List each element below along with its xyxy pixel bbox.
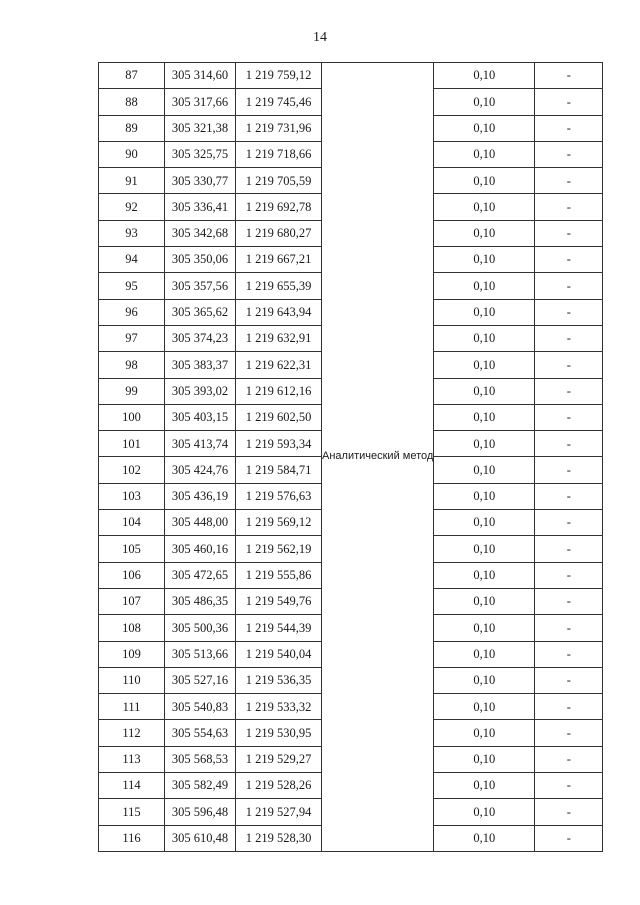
point-number-cell: 101 xyxy=(99,431,165,457)
accuracy-cell: 0,10 xyxy=(434,720,535,746)
note-cell: - xyxy=(535,404,603,430)
note-cell: - xyxy=(535,299,603,325)
y-coordinate-cell: 1 219 528,30 xyxy=(236,825,322,851)
note-cell: - xyxy=(535,825,603,851)
point-number-cell: 115 xyxy=(99,799,165,825)
x-coordinate-cell: 305 365,62 xyxy=(165,299,236,325)
x-coordinate-cell: 305 610,48 xyxy=(165,825,236,851)
point-number-cell: 92 xyxy=(99,194,165,220)
point-number-cell: 107 xyxy=(99,588,165,614)
accuracy-cell: 0,10 xyxy=(434,299,535,325)
accuracy-cell: 0,10 xyxy=(434,562,535,588)
note-cell: - xyxy=(535,89,603,115)
accuracy-cell: 0,10 xyxy=(434,431,535,457)
note-cell: - xyxy=(535,115,603,141)
y-coordinate-cell: 1 219 718,66 xyxy=(236,141,322,167)
x-coordinate-cell: 305 486,35 xyxy=(165,588,236,614)
accuracy-cell: 0,10 xyxy=(434,352,535,378)
point-number-cell: 95 xyxy=(99,273,165,299)
note-cell: - xyxy=(535,457,603,483)
point-number-cell: 108 xyxy=(99,615,165,641)
y-coordinate-cell: 1 219 731,96 xyxy=(236,115,322,141)
point-number-cell: 105 xyxy=(99,536,165,562)
x-coordinate-cell: 305 413,74 xyxy=(165,431,236,457)
accuracy-cell: 0,10 xyxy=(434,615,535,641)
y-coordinate-cell: 1 219 643,94 xyxy=(236,299,322,325)
y-coordinate-cell: 1 219 602,50 xyxy=(236,404,322,430)
x-coordinate-cell: 305 554,63 xyxy=(165,720,236,746)
accuracy-cell: 0,10 xyxy=(434,325,535,351)
y-coordinate-cell: 1 219 612,16 xyxy=(236,378,322,404)
y-coordinate-cell: 1 219 529,27 xyxy=(236,746,322,772)
point-number-cell: 91 xyxy=(99,168,165,194)
note-cell: - xyxy=(535,352,603,378)
y-coordinate-cell: 1 219 632,91 xyxy=(236,325,322,351)
note-cell: - xyxy=(535,220,603,246)
accuracy-cell: 0,10 xyxy=(434,220,535,246)
method-cell: Аналитический метод xyxy=(322,63,434,852)
x-coordinate-cell: 305 350,06 xyxy=(165,247,236,273)
x-coordinate-cell: 305 383,37 xyxy=(165,352,236,378)
y-coordinate-cell: 1 219 622,31 xyxy=(236,352,322,378)
coordinates-table-body xyxy=(99,63,603,852)
point-number-cell: 99 xyxy=(99,378,165,404)
y-coordinate-cell: 1 219 555,86 xyxy=(236,562,322,588)
x-coordinate-cell: 305 330,77 xyxy=(165,168,236,194)
point-number-cell: 106 xyxy=(99,562,165,588)
note-cell: - xyxy=(535,773,603,799)
x-coordinate-cell: 305 500,36 xyxy=(165,615,236,641)
y-coordinate-cell: 1 219 527,94 xyxy=(236,799,322,825)
y-coordinate-cell: 1 219 745,46 xyxy=(236,89,322,115)
accuracy-cell: 0,10 xyxy=(434,378,535,404)
accuracy-cell: 0,10 xyxy=(434,799,535,825)
point-number-cell: 97 xyxy=(99,325,165,351)
note-cell: - xyxy=(535,588,603,614)
accuracy-cell: 0,10 xyxy=(434,773,535,799)
note-cell: - xyxy=(535,746,603,772)
x-coordinate-cell: 305 424,76 xyxy=(165,457,236,483)
point-number-cell: 116 xyxy=(99,825,165,851)
x-coordinate-cell: 305 342,68 xyxy=(165,220,236,246)
accuracy-cell: 0,10 xyxy=(434,510,535,536)
accuracy-cell: 0,10 xyxy=(434,89,535,115)
accuracy-cell: 0,10 xyxy=(434,694,535,720)
accuracy-cell: 0,10 xyxy=(434,536,535,562)
accuracy-cell: 0,10 xyxy=(434,641,535,667)
note-cell: - xyxy=(535,667,603,693)
note-cell: - xyxy=(535,536,603,562)
note-cell: - xyxy=(535,194,603,220)
point-number-cell: 112 xyxy=(99,720,165,746)
accuracy-cell: 0,10 xyxy=(434,141,535,167)
note-cell: - xyxy=(535,325,603,351)
point-number-cell: 93 xyxy=(99,220,165,246)
point-number-cell: 88 xyxy=(99,89,165,115)
x-coordinate-cell: 305 582,49 xyxy=(165,773,236,799)
y-coordinate-cell: 1 219 584,71 xyxy=(236,457,322,483)
point-number-cell: 100 xyxy=(99,404,165,430)
y-coordinate-cell: 1 219 544,39 xyxy=(236,615,322,641)
y-coordinate-cell: 1 219 655,39 xyxy=(236,273,322,299)
y-coordinate-cell: 1 219 530,95 xyxy=(236,720,322,746)
note-cell: - xyxy=(535,141,603,167)
y-coordinate-cell: 1 219 759,12 xyxy=(236,63,322,89)
note-cell: - xyxy=(535,615,603,641)
note-cell: - xyxy=(535,641,603,667)
point-number-cell: 110 xyxy=(99,667,165,693)
y-coordinate-cell: 1 219 593,34 xyxy=(236,431,322,457)
accuracy-cell: 0,10 xyxy=(434,588,535,614)
accuracy-cell: 0,10 xyxy=(434,168,535,194)
x-coordinate-cell: 305 436,19 xyxy=(165,483,236,509)
y-coordinate-cell: 1 219 540,04 xyxy=(236,641,322,667)
accuracy-cell: 0,10 xyxy=(434,483,535,509)
accuracy-cell: 0,10 xyxy=(434,115,535,141)
x-coordinate-cell: 305 314,60 xyxy=(165,63,236,89)
note-cell: - xyxy=(535,720,603,746)
x-coordinate-cell: 305 513,66 xyxy=(165,641,236,667)
accuracy-cell: 0,10 xyxy=(434,457,535,483)
point-number-cell: 111 xyxy=(99,694,165,720)
y-coordinate-cell: 1 219 692,78 xyxy=(236,194,322,220)
x-coordinate-cell: 305 472,65 xyxy=(165,562,236,588)
x-coordinate-cell: 305 325,75 xyxy=(165,141,236,167)
x-coordinate-cell: 305 393,02 xyxy=(165,378,236,404)
y-coordinate-cell: 1 219 562,19 xyxy=(236,536,322,562)
x-coordinate-cell: 305 317,66 xyxy=(165,89,236,115)
note-cell: - xyxy=(535,562,603,588)
x-coordinate-cell: 305 321,38 xyxy=(165,115,236,141)
y-coordinate-cell: 1 219 667,21 xyxy=(236,247,322,273)
y-coordinate-cell: 1 219 680,27 xyxy=(236,220,322,246)
x-coordinate-cell: 305 540,83 xyxy=(165,694,236,720)
x-coordinate-cell: 305 374,23 xyxy=(165,325,236,351)
point-number-cell: 109 xyxy=(99,641,165,667)
table-row xyxy=(99,63,603,89)
point-number-cell: 96 xyxy=(99,299,165,325)
y-coordinate-cell: 1 219 576,63 xyxy=(236,483,322,509)
y-coordinate-cell: 1 219 533,32 xyxy=(236,694,322,720)
y-coordinate-cell: 1 219 536,35 xyxy=(236,667,322,693)
point-number-cell: 98 xyxy=(99,352,165,378)
note-cell: - xyxy=(535,273,603,299)
point-number-cell: 114 xyxy=(99,773,165,799)
note-cell: - xyxy=(535,799,603,825)
point-number-cell: 94 xyxy=(99,247,165,273)
accuracy-cell: 0,10 xyxy=(434,63,535,89)
point-number-cell: 104 xyxy=(99,510,165,536)
note-cell: - xyxy=(535,431,603,457)
x-coordinate-cell: 305 448,00 xyxy=(165,510,236,536)
note-cell: - xyxy=(535,168,603,194)
x-coordinate-cell: 305 596,48 xyxy=(165,799,236,825)
point-number-cell: 103 xyxy=(99,483,165,509)
y-coordinate-cell: 1 219 549,76 xyxy=(236,588,322,614)
x-coordinate-cell: 305 336,41 xyxy=(165,194,236,220)
point-number-cell: 87 xyxy=(99,63,165,89)
accuracy-cell: 0,10 xyxy=(434,825,535,851)
note-cell: - xyxy=(535,510,603,536)
accuracy-cell: 0,10 xyxy=(434,273,535,299)
point-number-cell: 90 xyxy=(99,141,165,167)
y-coordinate-cell: 1 219 528,26 xyxy=(236,773,322,799)
x-coordinate-cell: 305 403,15 xyxy=(165,404,236,430)
note-cell: - xyxy=(535,63,603,89)
page-number: 14 xyxy=(313,30,327,45)
y-coordinate-cell: 1 219 569,12 xyxy=(236,510,322,536)
y-coordinate-cell: 1 219 705,59 xyxy=(236,168,322,194)
accuracy-cell: 0,10 xyxy=(434,667,535,693)
coordinates-table xyxy=(98,62,603,852)
x-coordinate-cell: 305 357,56 xyxy=(165,273,236,299)
accuracy-cell: 0,10 xyxy=(434,746,535,772)
x-coordinate-cell: 305 568,53 xyxy=(165,746,236,772)
note-cell: - xyxy=(535,247,603,273)
point-number-cell: 113 xyxy=(99,746,165,772)
x-coordinate-cell: 305 527,16 xyxy=(165,667,236,693)
note-cell: - xyxy=(535,378,603,404)
point-number-cell: 102 xyxy=(99,457,165,483)
accuracy-cell: 0,10 xyxy=(434,247,535,273)
point-number-cell: 89 xyxy=(99,115,165,141)
accuracy-cell: 0,10 xyxy=(434,404,535,430)
note-cell: - xyxy=(535,694,603,720)
x-coordinate-cell: 305 460,16 xyxy=(165,536,236,562)
accuracy-cell: 0,10 xyxy=(434,194,535,220)
note-cell: - xyxy=(535,483,603,509)
